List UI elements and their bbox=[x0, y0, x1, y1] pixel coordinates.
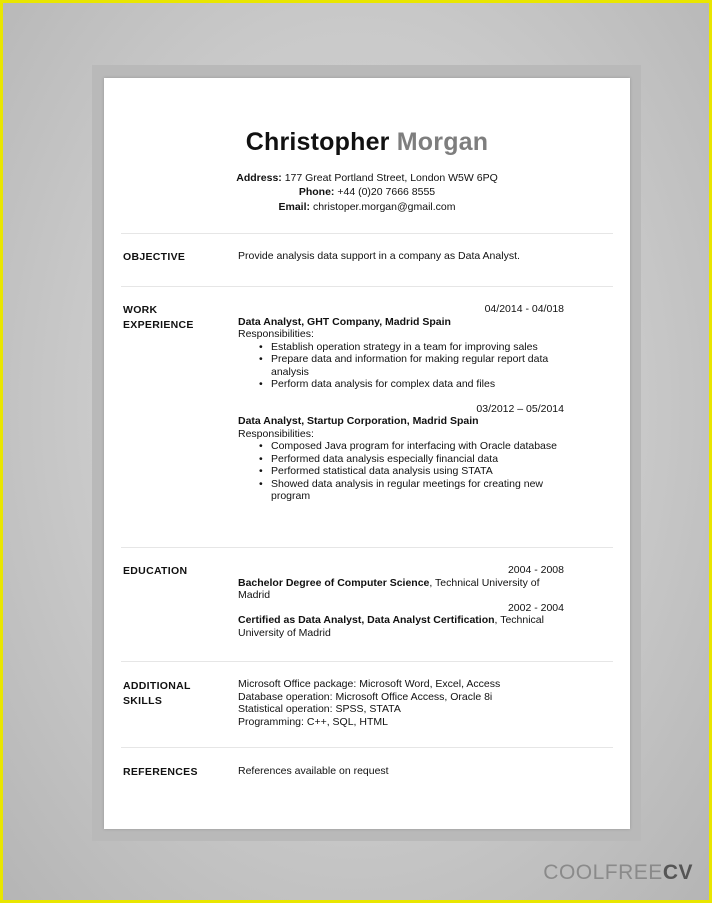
divider bbox=[121, 286, 613, 287]
skills-content bbox=[238, 678, 564, 728]
section-label-references: REFERENCES bbox=[123, 766, 198, 778]
list-item: • Performed statistical data analysis using STATA bbox=[271, 465, 564, 478]
job-dates: 04/2014 - 04/018 bbox=[484, 303, 564, 315]
list-item: • Composed Java program for interfacing with Oracle database bbox=[271, 440, 564, 453]
skill-line: Microsoft Office package: Microsoft Word, Excel, Access bbox=[238, 678, 501, 690]
job-entry bbox=[238, 303, 564, 391]
job-entry bbox=[238, 403, 564, 503]
contact-email bbox=[104, 201, 630, 213]
resume-name bbox=[104, 128, 630, 157]
screenshot-frame bbox=[3, 3, 709, 900]
education-line bbox=[238, 614, 564, 639]
contact-phone bbox=[104, 186, 630, 198]
education-line bbox=[238, 577, 564, 602]
phone-value: +44 (0)20 7666 8555 bbox=[337, 186, 436, 198]
responsibilities-label: Responsibilities: bbox=[238, 328, 314, 340]
education-institution: , Technical University of Madrid bbox=[238, 576, 540, 601]
divider bbox=[121, 661, 613, 662]
education-entry bbox=[238, 602, 564, 640]
email-value: christoper.morgan@gmail.com bbox=[312, 201, 456, 213]
education-institution: , Technical University of Madrid bbox=[238, 614, 544, 639]
watermark-brand: COOLFREE bbox=[543, 861, 663, 884]
skills-label-line2: SKILLS bbox=[123, 694, 163, 707]
job-title: Data Analyst, GHT Company, Madrid Spain bbox=[238, 315, 451, 328]
education-dates: 2004 - 2008 bbox=[507, 564, 564, 576]
objective-text: Provide analysis data support in a company as Data Analyst. bbox=[238, 250, 520, 262]
address-value: 177 Great Portland Street, London W5W 6PQ bbox=[284, 172, 498, 184]
email-label: Email: bbox=[278, 201, 311, 213]
work-label-line1: WORK bbox=[123, 304, 158, 316]
list-item: • Performed data analysis especially financial data bbox=[271, 453, 564, 466]
phone-label: Phone: bbox=[298, 186, 335, 198]
watermark-logo bbox=[543, 861, 693, 885]
first-name: Christopher bbox=[245, 128, 390, 156]
responsibilities-label: Responsibilities: bbox=[238, 427, 314, 440]
section-label-additional-skills bbox=[123, 679, 223, 708]
job-title: Data Analyst, Startup Corporation, Madrid Spain bbox=[238, 415, 479, 427]
contact-address bbox=[104, 172, 630, 184]
job-dates: 03/2012 – 05/2014 bbox=[476, 402, 564, 415]
responsibilities-list bbox=[271, 440, 564, 503]
watermark-brand-suffix: CV bbox=[662, 861, 693, 884]
divider bbox=[121, 233, 613, 234]
section-label-education: EDUCATION bbox=[123, 565, 188, 577]
work-experience-content bbox=[238, 303, 564, 503]
education-content bbox=[238, 564, 564, 639]
education-dates: 2002 - 2004 bbox=[507, 601, 564, 614]
address-label: Address: bbox=[236, 172, 282, 184]
list-item: • Prepare data and information for making regular report data analysis bbox=[271, 353, 564, 378]
list-item: • Perform data analysis for complex data and files bbox=[271, 378, 564, 391]
section-label-work-experience bbox=[123, 303, 223, 332]
list-item: • Establish operation strategy in a team for improving sales bbox=[271, 341, 564, 354]
divider bbox=[121, 747, 613, 748]
skills-label-line1: ADDITIONAL bbox=[123, 680, 191, 692]
education-degree: Bachelor Degree of Computer Science bbox=[238, 576, 430, 589]
section-label-objective: OBJECTIVE bbox=[123, 251, 186, 263]
responsibilities-list bbox=[271, 341, 564, 391]
list-item: • Showed data analysis in regular meetings for creating new program bbox=[271, 478, 564, 503]
last-name: Morgan bbox=[396, 128, 489, 156]
divider bbox=[121, 547, 613, 548]
work-label-line2: EXPERIENCE bbox=[123, 318, 194, 331]
resume-page bbox=[104, 78, 630, 829]
education-entry bbox=[238, 564, 564, 602]
education-degree: Certified as Data Analyst, Data Analyst Certification bbox=[238, 614, 495, 626]
skill-line: Statistical operation: SPSS, STATA bbox=[238, 703, 401, 715]
skill-line: Programming: C++, SQL, HTML bbox=[238, 715, 388, 728]
references-text: References available on request bbox=[238, 765, 389, 777]
skill-line: Database operation: Microsoft Office Access, Oracle 8i bbox=[238, 690, 493, 703]
